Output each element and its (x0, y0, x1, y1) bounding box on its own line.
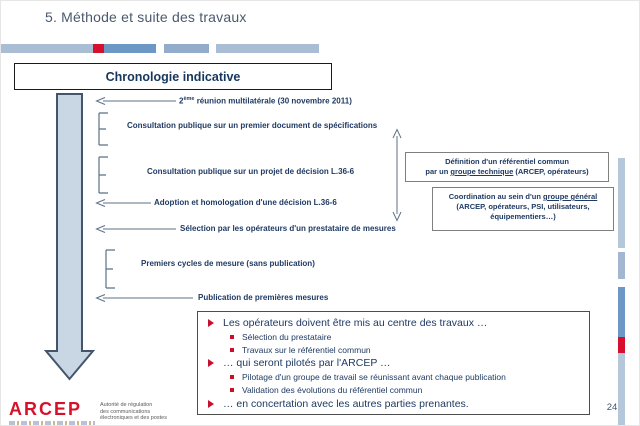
page-number: 24 (606, 402, 618, 413)
square-bullet-icon (230, 335, 234, 339)
double-arrow-icon (390, 129, 404, 221)
bar-segment-medium (164, 44, 209, 53)
bar-segment-medium (618, 252, 625, 279)
side-box-referentiel-line2-underlined: groupe technique (450, 167, 514, 176)
triangle-bullet-icon (208, 400, 214, 408)
side-box-referentiel-line2 (406, 167, 608, 177)
side-box-referentiel-line2-pre: par un (425, 167, 451, 176)
timeline-item-consultation1: Consultation publique sur un premier document de spécifications (127, 121, 378, 130)
page-title: 5. Méthode et suite des travaux (45, 9, 247, 25)
side-box-coordination-line2: (ARCEP, opérateurs, PSI, utilisateurs, (456, 202, 590, 211)
timeline-item-reunion-prefix: 2 (179, 96, 184, 106)
side-box-referentiel-line2-post: (ARCEP, opérateurs) (513, 167, 589, 176)
timeline-item-reunion-sup: ème (183, 96, 195, 102)
key-point-concertation: … en concertation avec les autres parties prenantes. (223, 397, 469, 410)
chronology-header-box (14, 63, 332, 90)
sub-point-validation: Validation des évolutions du référentiel commun (242, 385, 423, 396)
left-arrow-icon (96, 97, 176, 105)
timeline-item-selection: Sélection par les opérateurs d'un prestataire de mesures (180, 224, 396, 233)
timeline-item-publication: Publication de premières mesures (198, 293, 329, 302)
square-bullet-icon (230, 348, 234, 352)
timeline-item-reunion-rest: réunion multilatérale (30 novembre 2011) (194, 96, 352, 106)
side-box-coordination-line1-underlined: groupe général (543, 192, 598, 201)
key-points-box (197, 311, 590, 415)
side-box-coordination-line1-pre: Coordination au sein d'un (448, 192, 544, 201)
list-item (208, 357, 581, 369)
list-item (208, 317, 581, 329)
square-bullet-icon (230, 375, 234, 379)
left-arrow-icon (96, 225, 176, 233)
list-item (208, 385, 581, 395)
bar-segment-blue (618, 287, 625, 337)
side-box-coordination-line1 (433, 192, 613, 202)
sub-point-travaux: Travaux sur le référentiel commun (242, 344, 371, 355)
arcep-tagline-line1: Autorité de régulation (100, 402, 153, 408)
bracket-icon (105, 249, 117, 289)
timeline-item-cycles: Premiers cycles de mesure (sans publication) (141, 259, 315, 268)
list-item (208, 345, 581, 355)
list-item (208, 372, 581, 382)
timeline-item-reunion (179, 96, 352, 106)
sub-point-pilotage: Pilotage d'un groupe de travail se réunissant avant chaque publication (242, 372, 506, 383)
bar-segment-light2 (216, 44, 319, 53)
side-box-referentiel-line1: Définition d'un référentiel commun (445, 157, 569, 166)
timeline-item-consultation2: Consultation publique sur un projet de décision L.36-6 (147, 167, 355, 176)
bar-segment-blue (104, 44, 156, 53)
chronology-header-label: Chronologie indicative (105, 69, 241, 84)
square-bullet-icon (230, 388, 234, 392)
triangle-bullet-icon (208, 359, 214, 367)
left-arrow-icon (96, 294, 193, 302)
arcep-logo-tagline (100, 402, 167, 422)
arcep-logo-fine-print (9, 421, 95, 425)
bar-segment-red (93, 44, 104, 53)
side-box-coordination-line3: équipementiers…) (490, 212, 556, 221)
timeline-item-adoption: Adoption et homologation d'une décision L.36-6 (154, 198, 337, 207)
key-point-arcep: … qui seront pilotés par l'ARCEP … (223, 357, 391, 370)
bar-segment-red (618, 337, 625, 353)
arcep-tagline-line3: électroniques et des postes (100, 415, 167, 421)
bracket-icon (98, 112, 110, 146)
left-arrow-icon (96, 199, 151, 207)
list-item (208, 398, 581, 410)
sub-point-selection: Sélection du prestataire (242, 331, 332, 342)
list-item (208, 332, 581, 342)
triangle-bullet-icon (208, 319, 214, 327)
arcep-tagline-line2: des communications (100, 408, 151, 415)
side-box-referentiel (405, 152, 609, 182)
bar-segment-light (1, 44, 93, 53)
key-point-operators: Les opérateurs doivent être mis au centre des travaux … (223, 317, 488, 329)
side-box-coordination (432, 187, 614, 231)
arcep-logo-text: ARCEP (9, 399, 83, 419)
timeline-down-arrow (41, 93, 96, 383)
bar-segment-light2 (618, 353, 625, 426)
bracket-icon (98, 156, 110, 194)
bar-segment-light (618, 158, 625, 248)
